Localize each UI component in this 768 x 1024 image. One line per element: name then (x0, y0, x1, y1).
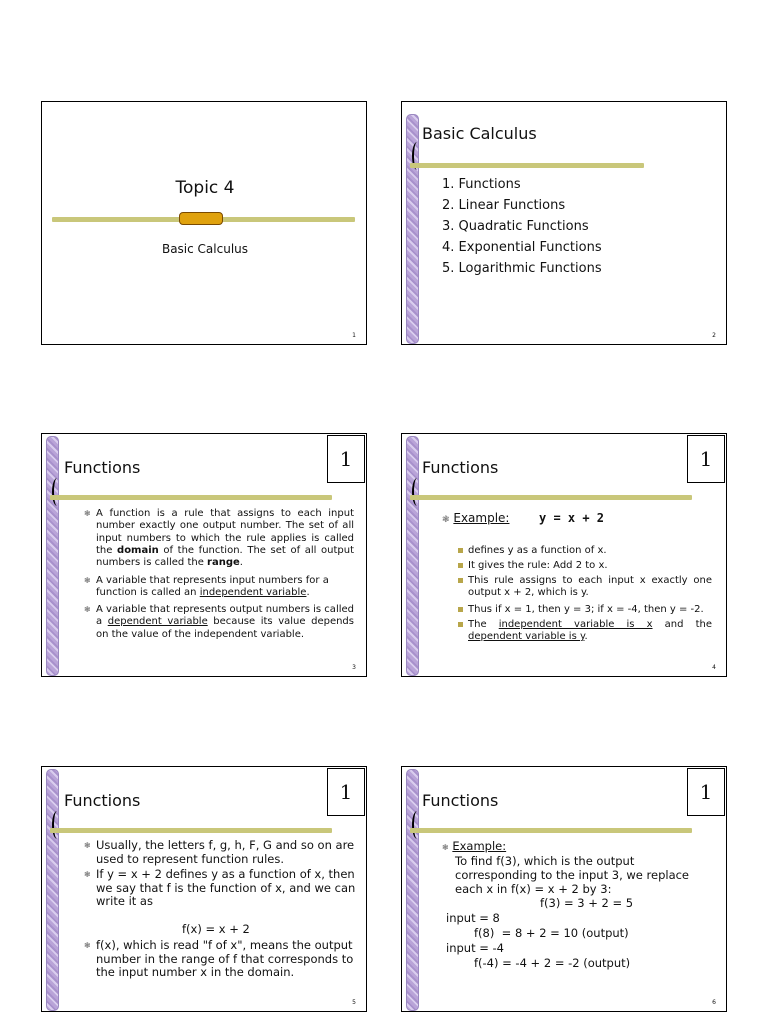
decorative-bar (46, 769, 59, 1011)
number-box: 1 (687, 435, 725, 483)
bullet-item (84, 938, 358, 980)
bullet-text: The (468, 619, 499, 630)
bullet-square-icon (458, 563, 463, 568)
example-line: f(3) = 3 + 2 = 5 (540, 896, 634, 910)
divider-line (410, 828, 692, 833)
equation: y = x + 2 (539, 511, 605, 525)
bullet-icon: ❃ (84, 941, 91, 950)
bracket-icon (52, 478, 62, 506)
sub-bullet (468, 560, 712, 572)
slide-subtitle: Basic Calculus (161, 242, 249, 256)
scroll-ornament-icon (179, 212, 223, 225)
bullet-text: and the (652, 619, 712, 630)
slide-title: Functions (422, 791, 499, 810)
slide-title: Functions (422, 458, 499, 477)
slide-5 (41, 766, 367, 1012)
slide-title: Functions (64, 458, 141, 477)
example-line: input = -4 (446, 941, 504, 955)
page-number: 1 (352, 332, 356, 339)
bullet-square-icon (458, 622, 463, 627)
bullet-text: If y = x + 2 defines y as a function of x, then we say that f is the function of x, and we can write it as (96, 867, 356, 909)
list-item: 5. Logarithmic Functions (442, 261, 602, 276)
underlined-term: dependent variable (107, 616, 208, 628)
example-row (442, 511, 605, 525)
page-number: 4 (712, 664, 716, 671)
bullet-text: A variable that represents input numbers for a function is called an (96, 575, 329, 599)
underlined-term: dependent variable is y (468, 631, 585, 643)
sub-bullet (468, 604, 712, 616)
bullet-square-icon (458, 607, 463, 612)
underlined-term: independent variable is x (498, 619, 653, 630)
bullet-icon: ❃ (84, 870, 91, 879)
bullet-square-icon (458, 548, 463, 553)
list-item: 1. Functions (442, 177, 521, 192)
bullet-text: f(x), which is read "f of x", means the output number in the range of f that corresponds to the input number x in the domain. (96, 938, 354, 980)
divider-line (410, 495, 692, 500)
example-line: f(8) = 8 + 2 = 10 (output) (474, 926, 629, 940)
decorative-bar (46, 436, 59, 676)
bullet-text: A function is a rule that assigns to each input number exactly one output number. The set of all input numbers to which the rule applies is called the (96, 508, 354, 556)
sub-bullet (468, 619, 712, 644)
example-row (442, 840, 506, 855)
page-number: 6 (712, 999, 716, 1006)
number-box: 1 (327, 768, 365, 816)
bullet-icon: ❃ (84, 605, 91, 614)
bullet-item (84, 867, 358, 909)
example-line: each x in f(x) = x + 2 by 3: (455, 882, 612, 896)
slide-1 (41, 101, 367, 345)
slide-title: Functions (64, 791, 141, 810)
bullet-text: . (584, 631, 588, 643)
bullet-text: Thus if x = 1, then y = 3; if x = -4, then y = -2. (468, 604, 704, 615)
divider-line (50, 828, 332, 833)
formula: f(x) = x + 2 (182, 922, 250, 936)
topic-list (442, 174, 602, 279)
list-item: 2. Linear Functions (442, 198, 566, 213)
page-number: 2 (712, 332, 716, 339)
number-box: 1 (687, 768, 725, 816)
bold-term: domain (117, 544, 159, 556)
example-label: Example: (453, 511, 510, 525)
list-item: 3. Quadratic Functions (442, 219, 589, 234)
example-line: corresponding to the input 3, we replace (455, 868, 690, 882)
slide-4 (401, 433, 727, 677)
bullet-text: defines y as a function of x. (468, 545, 607, 556)
bullet-item (84, 604, 354, 641)
bracket-icon (52, 811, 62, 839)
bullet-item (84, 575, 354, 600)
bold-term: range (207, 557, 240, 569)
bullet-text: It gives the rule: Add 2 to x. (468, 560, 608, 571)
sub-bullet (468, 575, 712, 600)
bullet-text: of the function. The set of all output numbers is called the (96, 544, 354, 569)
example-line: input = 8 (446, 911, 500, 925)
bullet-text: Usually, the letters f, g, h, F, G and so on are used to represent function rules. (96, 838, 355, 866)
number-box: 1 (327, 435, 365, 483)
bullet-item (84, 838, 358, 866)
bullet-icon: ❃ (442, 843, 449, 852)
divider-line (410, 163, 644, 168)
sub-bullet (468, 545, 712, 557)
bracket-icon (412, 811, 422, 839)
slide-2 (401, 101, 727, 345)
underlined-term: independent variable (199, 587, 307, 599)
bullet-text: A variable that represents output numbers is called a (96, 604, 354, 628)
bullet-text: because its value depends on the value of the independent variable. (96, 616, 354, 640)
bullet-icon: ❃ (84, 841, 91, 850)
example-label: Example: (452, 839, 507, 853)
bullet-item (84, 508, 354, 569)
divider-line (50, 495, 332, 500)
bullet-text: . (306, 587, 310, 599)
bullet-text: . (239, 557, 243, 569)
page-number: 5 (352, 999, 356, 1006)
example-line: f(-4) = -4 + 2 = -2 (output) (474, 956, 631, 970)
slide-6 (401, 766, 727, 1012)
decorative-bar (406, 769, 419, 1011)
bullet-icon: ❃ (84, 576, 91, 585)
page-number: 3 (352, 664, 356, 671)
list-item: 4. Exponential Functions (442, 240, 602, 255)
bullet-icon: ❃ (442, 515, 450, 525)
decorative-bar (406, 436, 419, 676)
bracket-icon (412, 478, 422, 506)
slide-3 (41, 433, 367, 677)
example-line: To find f(3), which is the output (455, 854, 635, 868)
bullet-text: This rule assigns to each input x exactly one output x + 2, which is y. (468, 575, 712, 599)
slide-title: Topic 4 (175, 178, 235, 198)
slide-title: Basic Calculus (422, 124, 537, 143)
bullet-icon: ❃ (84, 509, 91, 518)
bullet-square-icon (458, 578, 463, 583)
